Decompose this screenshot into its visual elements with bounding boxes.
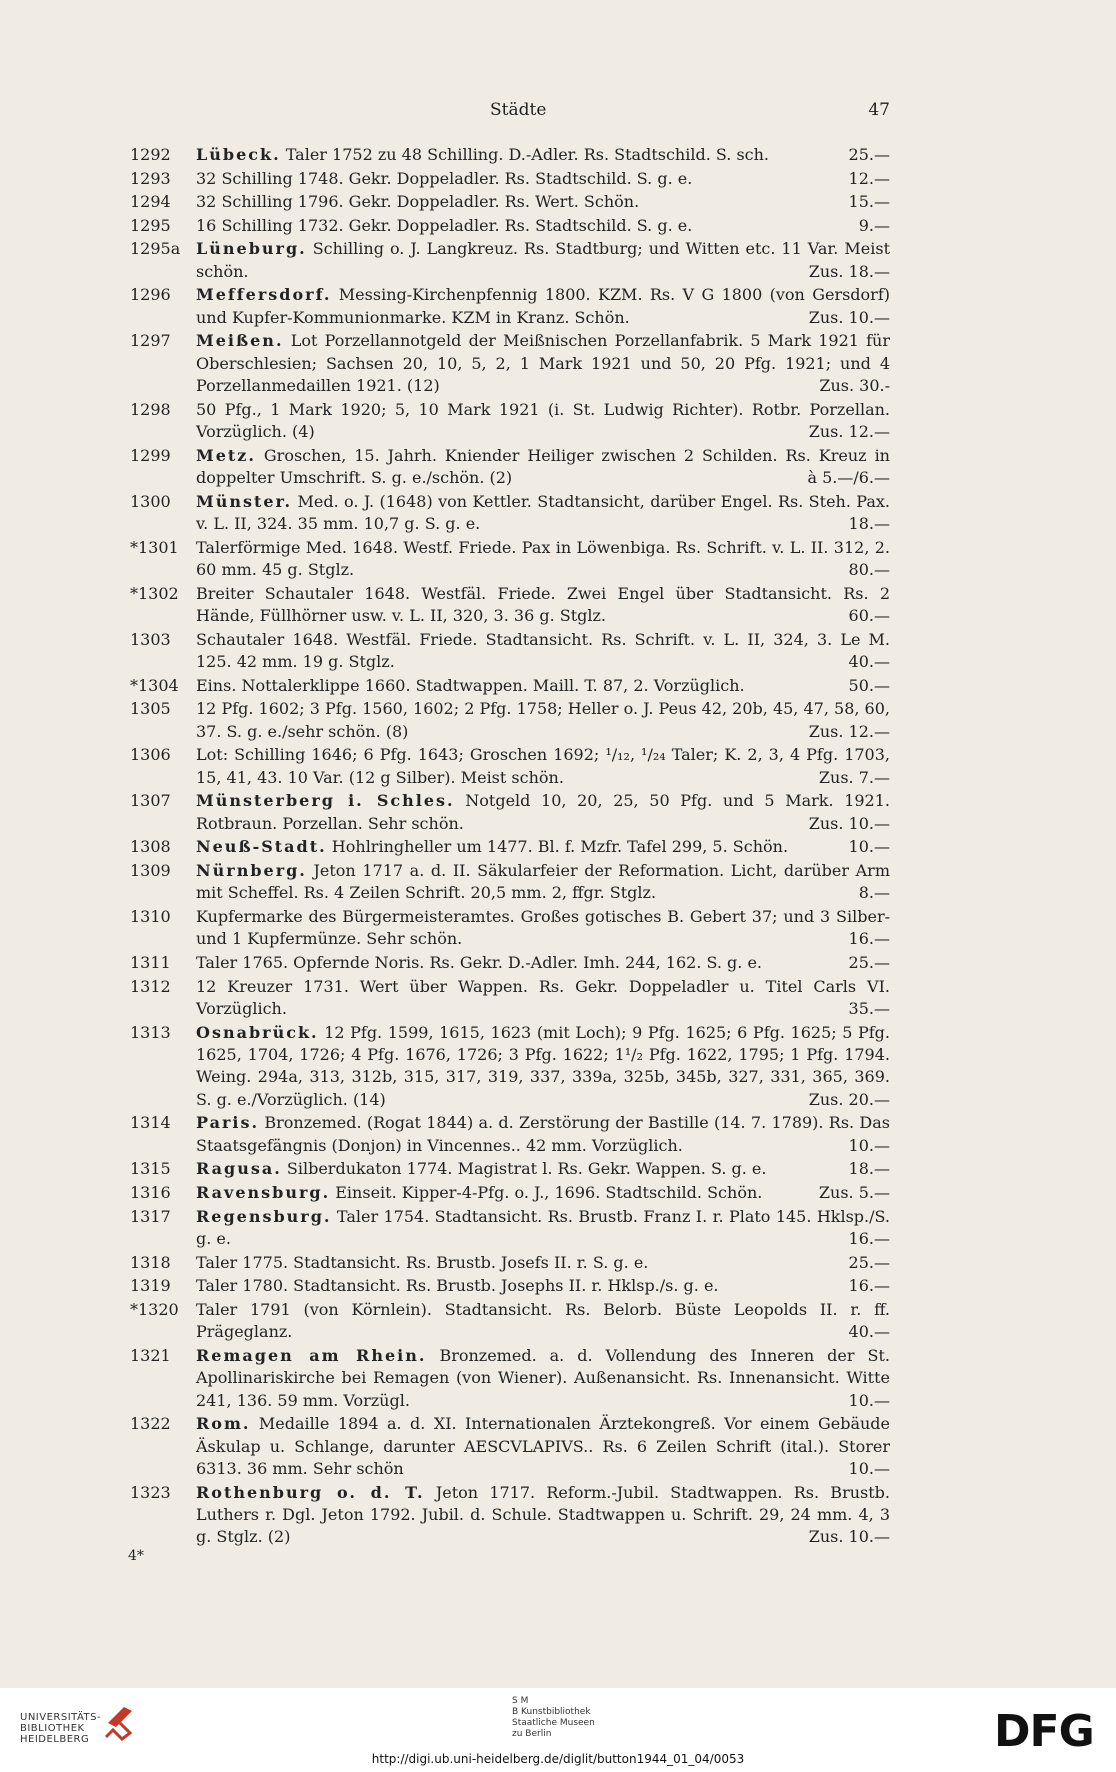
entry-text [196,860,890,905]
entry-description: Med. o. J. (1648) von Kettler. Stadtansicht, darüber Engel. Rs. Steh. Pax. v. L. II, 324. 35 mm. 10,7 g. S. g. e. [196,491,890,534]
catalog-entry [130,1158,890,1180]
entry-place-name: Rom. [196,1414,251,1434]
entry-description: 12 Pfg. 1602; 3 Pfg. 1560, 1602; 2 Pfg. 1758; Heller o. J. Peus 42, 20b, 45, 47, 58, 60, 37. S. g. e./sehr schön. (8) [196,699,890,741]
entry-description: Talerförmige Med. 1648. Westf. Friede. Pax in Löwenbiga. Rs. Schrift. v. L. II. 312, 2. 60 mm. 45 g. Stglz. [196,537,890,580]
entry-number: 1319 [130,1276,171,1296]
entry-place-name: Remagen am Rhein. [196,1345,427,1365]
entry-price: Zus. 12.— [808,721,890,741]
entry-description: Taler 1765. Opfernde Noris. Rs. Gekr. D.-Adler. Imh. 244, 162. S. g. e. [196,952,763,972]
entry-description: Taler 1754. Stadtansicht. Rs. Brustb. Franz I. r. Plato 145. Hklsp./S. g. e. [196,1206,890,1248]
entry-price: 8.— [858,883,890,903]
entry-price: Zus. 10.— [808,813,890,833]
entry-number: 1303 [130,629,171,649]
catalog-entry [130,168,890,190]
entry-price: Zus. 30.- [819,376,890,396]
catalog-entry [130,1345,890,1412]
university-library-logo-text [20,1712,101,1745]
entry-text [196,1275,890,1297]
catalog-entry [130,790,890,835]
entry-place-name: Meißen. [196,331,284,351]
entry-price: 60.— [848,606,890,626]
catalog-entry [130,629,890,674]
entry-place-name: Nürnberg. [196,860,307,880]
entry-description: Jeton 1717. Reform.-Jubil. Stadtwappen. Rs. Brustb. Luthers r. Dgl. Jeton 1792. Jubil. d. Schule. Stadtwappen u. Schrift. 29, 24 mm. 4, 3 g. Stglz. (2) [196,1482,890,1547]
entry-price: 16.— [848,1228,890,1248]
entry-number: *1302 [130,583,179,603]
entry-number: 1305 [130,699,171,719]
entry-price: 10.— [848,1458,890,1478]
entry-text [196,491,890,536]
entry-text [196,836,890,858]
entry-text [196,583,890,628]
entry-number: 1294 [130,192,171,212]
signature-mark: 4* [128,1548,144,1564]
entry-text [196,952,890,974]
entry-number: *1301 [130,537,179,557]
entry-price: Zus. 12.— [808,422,890,442]
entry-place-name: Lübeck. [196,145,281,164]
entry-price: 25.— [848,1252,890,1272]
catalog-entry [130,491,890,536]
university-logo-icon [102,1703,136,1745]
catalog-entry [130,1206,890,1251]
entry-text [196,1158,890,1180]
entry-price: Zus. 20.— [808,1089,890,1109]
entry-description: Breiter Schautaler 1648. Westfäl. Friede. Zwei Engel über Stadtansicht. Rs. 2 Hände, Füllhörner usw. v. L. II, 320, 3. 36 g. Stglz. [196,583,890,626]
entry-text [196,1413,890,1480]
catalog-entry [130,976,890,1021]
university-line: UNIVERSITÄTS- [20,1712,102,1723]
page-number: 47 [868,100,890,120]
entry-description: 50 Pfg., 1 Mark 1920; 5, 10 Mark 1921 (i. St. Ludwig Richter). Rotbr. Porzellan. Vorzüglich. (4) [196,399,890,442]
entry-description: Medaille 1894 a. d. XI. Internationalen Ärztekongreß. Vor einem Gebäude Äskulap u. Schlange, darunter AESCVLAPIVS.. Rs. 6 Zeilen Schrift (ital.). Storer 6313. 36 mm. Sehr schön [196,1414,890,1478]
catalog-entry [130,191,890,213]
entry-price: 25.— [848,952,890,972]
entry-place-name: Paris. [196,1113,260,1133]
entry-price: Zus. 18.— [808,261,890,281]
entry-price: Zus. 5.— [818,1182,890,1202]
entry-text [196,284,890,329]
entry-text [196,1299,890,1344]
page-header [130,100,890,126]
page-title: Städte [490,100,547,120]
entry-number: 1313 [130,1022,171,1042]
entry-price: 18.— [848,1159,890,1179]
entry-list [130,144,890,1550]
entry-price: 12.— [848,168,890,188]
entry-number: 1306 [130,745,171,765]
entry-description: Hohlringheller um 1477. Bl. f. Mzfr. Tafel 299, 5. Schön. [331,837,789,857]
entry-place-name: Neuß-Stadt. [196,837,327,857]
entry-price: à 5.—/6.— [807,468,890,488]
entry-text [196,215,890,237]
entry-text [196,1482,890,1549]
entry-price: 40.— [848,652,890,672]
entry-price: Zus. 10.— [808,1527,890,1547]
entry-description: Schilling o. J. Langkreuz. Rs. Stadtburg; und Witten etc. 11 Var. Meist schön. [196,239,890,281]
entry-description: Taler 1775. Stadtansicht. Rs. Brustb. Josefs II. r. S. g. e. [196,1252,649,1272]
entry-text [196,1206,890,1251]
entry-description: 16 Schilling 1732. Gekr. Doppeladler. Rs. Stadtschild. S. g. e. [196,215,693,235]
entry-number: 1295a [130,239,181,259]
entry-description: Taler 1752 zu 48 Schilling. D.-Adler. Rs. Stadtschild. S. sch. [285,145,769,164]
catalog-entry [130,1022,890,1112]
dfg-logo: DFG [994,1706,1094,1757]
museum-line: B Kunstbibliothek [512,1707,591,1717]
entry-price: 10.— [848,1135,890,1155]
museum-credit [512,1696,595,1740]
university-line: BIBLIOTHEK [20,1723,85,1734]
catalog-entry [130,445,890,490]
entry-number: 1321 [130,1345,171,1365]
entry-price: 25.— [848,145,890,164]
catalog-entry [130,1482,890,1549]
entry-price: 10.— [848,1390,890,1410]
entry-price: Zus. 7.— [818,767,890,787]
entry-description: Einseit. Kipper-4-Pfg. o. J., 1696. Stadtschild. Schön. [335,1182,763,1202]
entry-price: 18.— [848,514,890,534]
entry-text [196,906,890,951]
catalog-entry [130,1112,890,1157]
entry-description: Messing-Kirchenpfennig 1800. KZM. Rs. V G 1800 (von Gersdorf) und Kupfer-Kommunionmarke. KZM in Kranz. Schön. [196,285,890,327]
catalog-entry [130,860,890,905]
entry-price: 50.— [848,675,890,695]
entry-number: 1298 [130,399,171,419]
entry-description: 12 Pfg. 1599, 1615, 1623 (mit Loch); 9 Pfg. 1625; 6 Pfg. 1625; 5 Pfg. 1625, 1704, 1726; 4 Pfg. 1676, 1726; 3 Pfg. 1622; 1¹/₂ Pfg. 1622, 1795; 1 Pfg. 1794. Weing. 294a, 313, 312b, 315, 317, 319, 337, 339a, 325b, 345b, 327, 331, 365, 369. S. g. e./Vorzüglich. (14) [196,1022,891,1109]
entry-number: 1317 [130,1206,171,1226]
catalog-entry [130,1413,890,1480]
entry-place-name: Rothenburg o. d. T. [196,1482,425,1502]
catalog-entry [130,744,890,789]
entry-price: 10.— [848,837,890,857]
entry-text [196,1182,890,1204]
entry-price: 40.— [848,1322,890,1342]
catalog-entry [130,952,890,974]
entry-text [196,399,890,444]
entry-text [196,629,890,674]
entry-place-name: Münster. [196,491,293,511]
entry-number: 1318 [130,1252,171,1272]
entry-number: 1311 [130,952,171,972]
entry-number: 1295 [130,215,171,235]
museum-line: zu Berlin [512,1729,552,1739]
entry-description: Kupfermarke des Bürgermeisteramtes. Großes gotisches B. Gebert 37; und 3 Silber- und 1 Kupfermünze. Sehr schön. [196,906,890,949]
entry-text [196,168,890,190]
entry-place-name: Osnabrück. [196,1022,319,1042]
entry-price: Zus. 10.— [808,307,890,327]
entry-text [196,191,890,213]
catalog-entry [130,330,890,397]
entry-price: 16.— [848,929,890,949]
entry-place-name: Meffersdorf. [196,285,332,305]
entry-place-name: Ravensburg. [196,1182,331,1202]
entry-description: Taler 1780. Stadtansicht. Rs. Brustb. Josephs II. r. Hklsp./s. g. e. [196,1276,719,1296]
entry-price: 9.— [858,215,890,235]
catalog-entry [130,284,890,329]
catalog-entry [130,1182,890,1204]
entry-place-name: Metz. [196,445,256,465]
museum-line: Staatliche Museen [512,1718,595,1728]
entry-number: 1314 [130,1113,171,1133]
catalog-entry [130,1299,890,1344]
entry-price: 15.— [848,192,890,212]
entry-number: 1315 [130,1159,171,1179]
entry-number: 1310 [130,906,171,926]
catalog-entry [130,836,890,858]
entry-description: Lot: Schilling 1646; 6 Pfg. 1643; Groschen 1692; ¹/₁₂, ¹/₂₄ Taler; K. 2, 3, 4 Pfg. 1703, 15, 41, 43. 10 Var. (12 g Silber). Meist schön. [196,745,890,787]
entry-text [196,330,890,397]
entry-number: 1309 [130,860,171,880]
entry-description: 32 Schilling 1796. Gekr. Doppeladler. Rs. Wert. Schön. [196,192,640,212]
catalog-entry [130,144,890,166]
catalog-entry [130,238,890,283]
entry-description: Bronzemed. (Rogat 1844) a. d. Zerstörung der Bastille (14. 7. 1789). Rs. Das Staatsgefängnis (Donjon) in Vincennes.. 42 mm. Vorzüglich. [196,1113,890,1155]
entry-place-name: Lüneburg. [196,239,307,259]
entry-text [196,790,890,835]
entry-number: 1308 [130,837,171,857]
entry-text [196,1345,890,1412]
entry-text [196,675,890,697]
entry-text [196,976,890,1021]
catalog-entry [130,906,890,951]
entry-text [196,744,890,789]
entry-number: 1316 [130,1182,171,1202]
catalog-entry [130,1275,890,1297]
catalog-entry [130,675,890,697]
catalog-entry [130,698,890,743]
entry-number: 1312 [130,976,171,996]
entry-text [196,1112,890,1157]
entry-price: 35.— [848,998,890,1018]
entry-number: 1299 [130,445,171,465]
entry-place-name: Regensburg. [196,1206,332,1226]
entry-text [196,537,890,582]
source-url-link[interactable]: http://digi.ub.uni-heidelberg.de/diglit/button1944_01_04/0053 [371,1752,745,1766]
entry-number: 1293 [130,168,171,188]
entry-description: Notgeld 10, 20, 25, 50 Pfg. und 5 Mark. 1921. Rotbraun. Porzellan. Sehr schön. [196,791,890,833]
entry-description: 12 Kreuzer 1731. Wert über Wappen. Rs. Gekr. Doppeladler u. Titel Carls VI. Vorzüglich. [196,976,890,1018]
catalog-entry [130,215,890,237]
entry-description: 32 Schilling 1748. Gekr. Doppeladler. Rs. Stadtschild. S. g. e. [196,168,693,188]
entry-number: *1320 [130,1299,179,1319]
entry-number: 1307 [130,791,171,811]
entry-price: 80.— [848,560,890,580]
entry-description: Silberdukaton 1774. Magistrat l. Rs. Gekr. Wappen. S. g. e. [286,1159,767,1179]
entry-text [196,144,890,166]
entry-description: Eins. Nottalerklippe 1660. Stadtwappen. Maill. T. 87, 2. Vorzüglich. [196,675,745,695]
entry-place-name: Ragusa. [196,1159,282,1179]
catalog-entry [130,537,890,582]
entry-number: *1304 [130,675,179,695]
catalog-entry [130,1252,890,1274]
entry-number: 1300 [130,491,171,511]
entry-description: Taler 1791 (von Körnlein). Stadtansicht. Rs. Belorb. Büste Leopolds II. r. ff. Prägeglanz. [196,1299,890,1342]
entry-text [196,1252,890,1274]
entry-text [196,238,890,283]
entry-number: 1296 [130,285,171,305]
entry-description: Schautaler 1648. Westfäl. Friede. Stadtansicht. Rs. Schrift. v. L. II, 324, 3. Le M. 125. 42 mm. 19 g. Stglz. [196,629,890,672]
university-line: HEIDELBERG [20,1734,90,1745]
entry-price: 16.— [848,1276,890,1296]
museum-line: S M [512,1696,529,1706]
entry-place-name: Münsterberg i. Schles. [196,791,455,811]
entry-text [196,445,890,490]
entry-number: 1323 [130,1482,171,1502]
catalog-entry [130,583,890,628]
entry-number: 1292 [130,145,171,164]
entry-description: Groschen, 15. Jahrh. Kniender Heiliger zwischen 2 Schilden. Rs. Kreuz in doppelter Umschrift. S. g. e./schön. (2) [196,445,890,488]
entry-description: Jeton 1717 a. d. II. Säkularfeier der Reformation. Licht, darüber Arm mit Scheffel. Rs. 4 Zeilen Schrift. 20,5 mm. 2, ffgr. Stglz. [196,860,890,903]
entry-description: Bronzemed. a. d. Vollendung des Inneren der St. Apollinariskirche bei Remagen (von Wiener). Außenansicht. Rs. Innenansicht. Witte 241, 136. 59 mm. Vorzügl. [196,1345,890,1410]
entry-number: 1322 [130,1414,171,1434]
catalog-entry [130,399,890,444]
entry-text [196,698,890,743]
entry-number: 1297 [130,331,171,351]
entry-text [196,1022,890,1112]
entry-description: Lot Porzellannotgeld der Meißnischen Porzellanfabrik. 5 Mark 1921 für Oberschlesien; Sachsen 20, 10, 5, 2, 1 Mark 1921 und 50, 20 Pfg. 1921; und 4 Porzellanmedaillen 1921. (12) [196,331,890,396]
